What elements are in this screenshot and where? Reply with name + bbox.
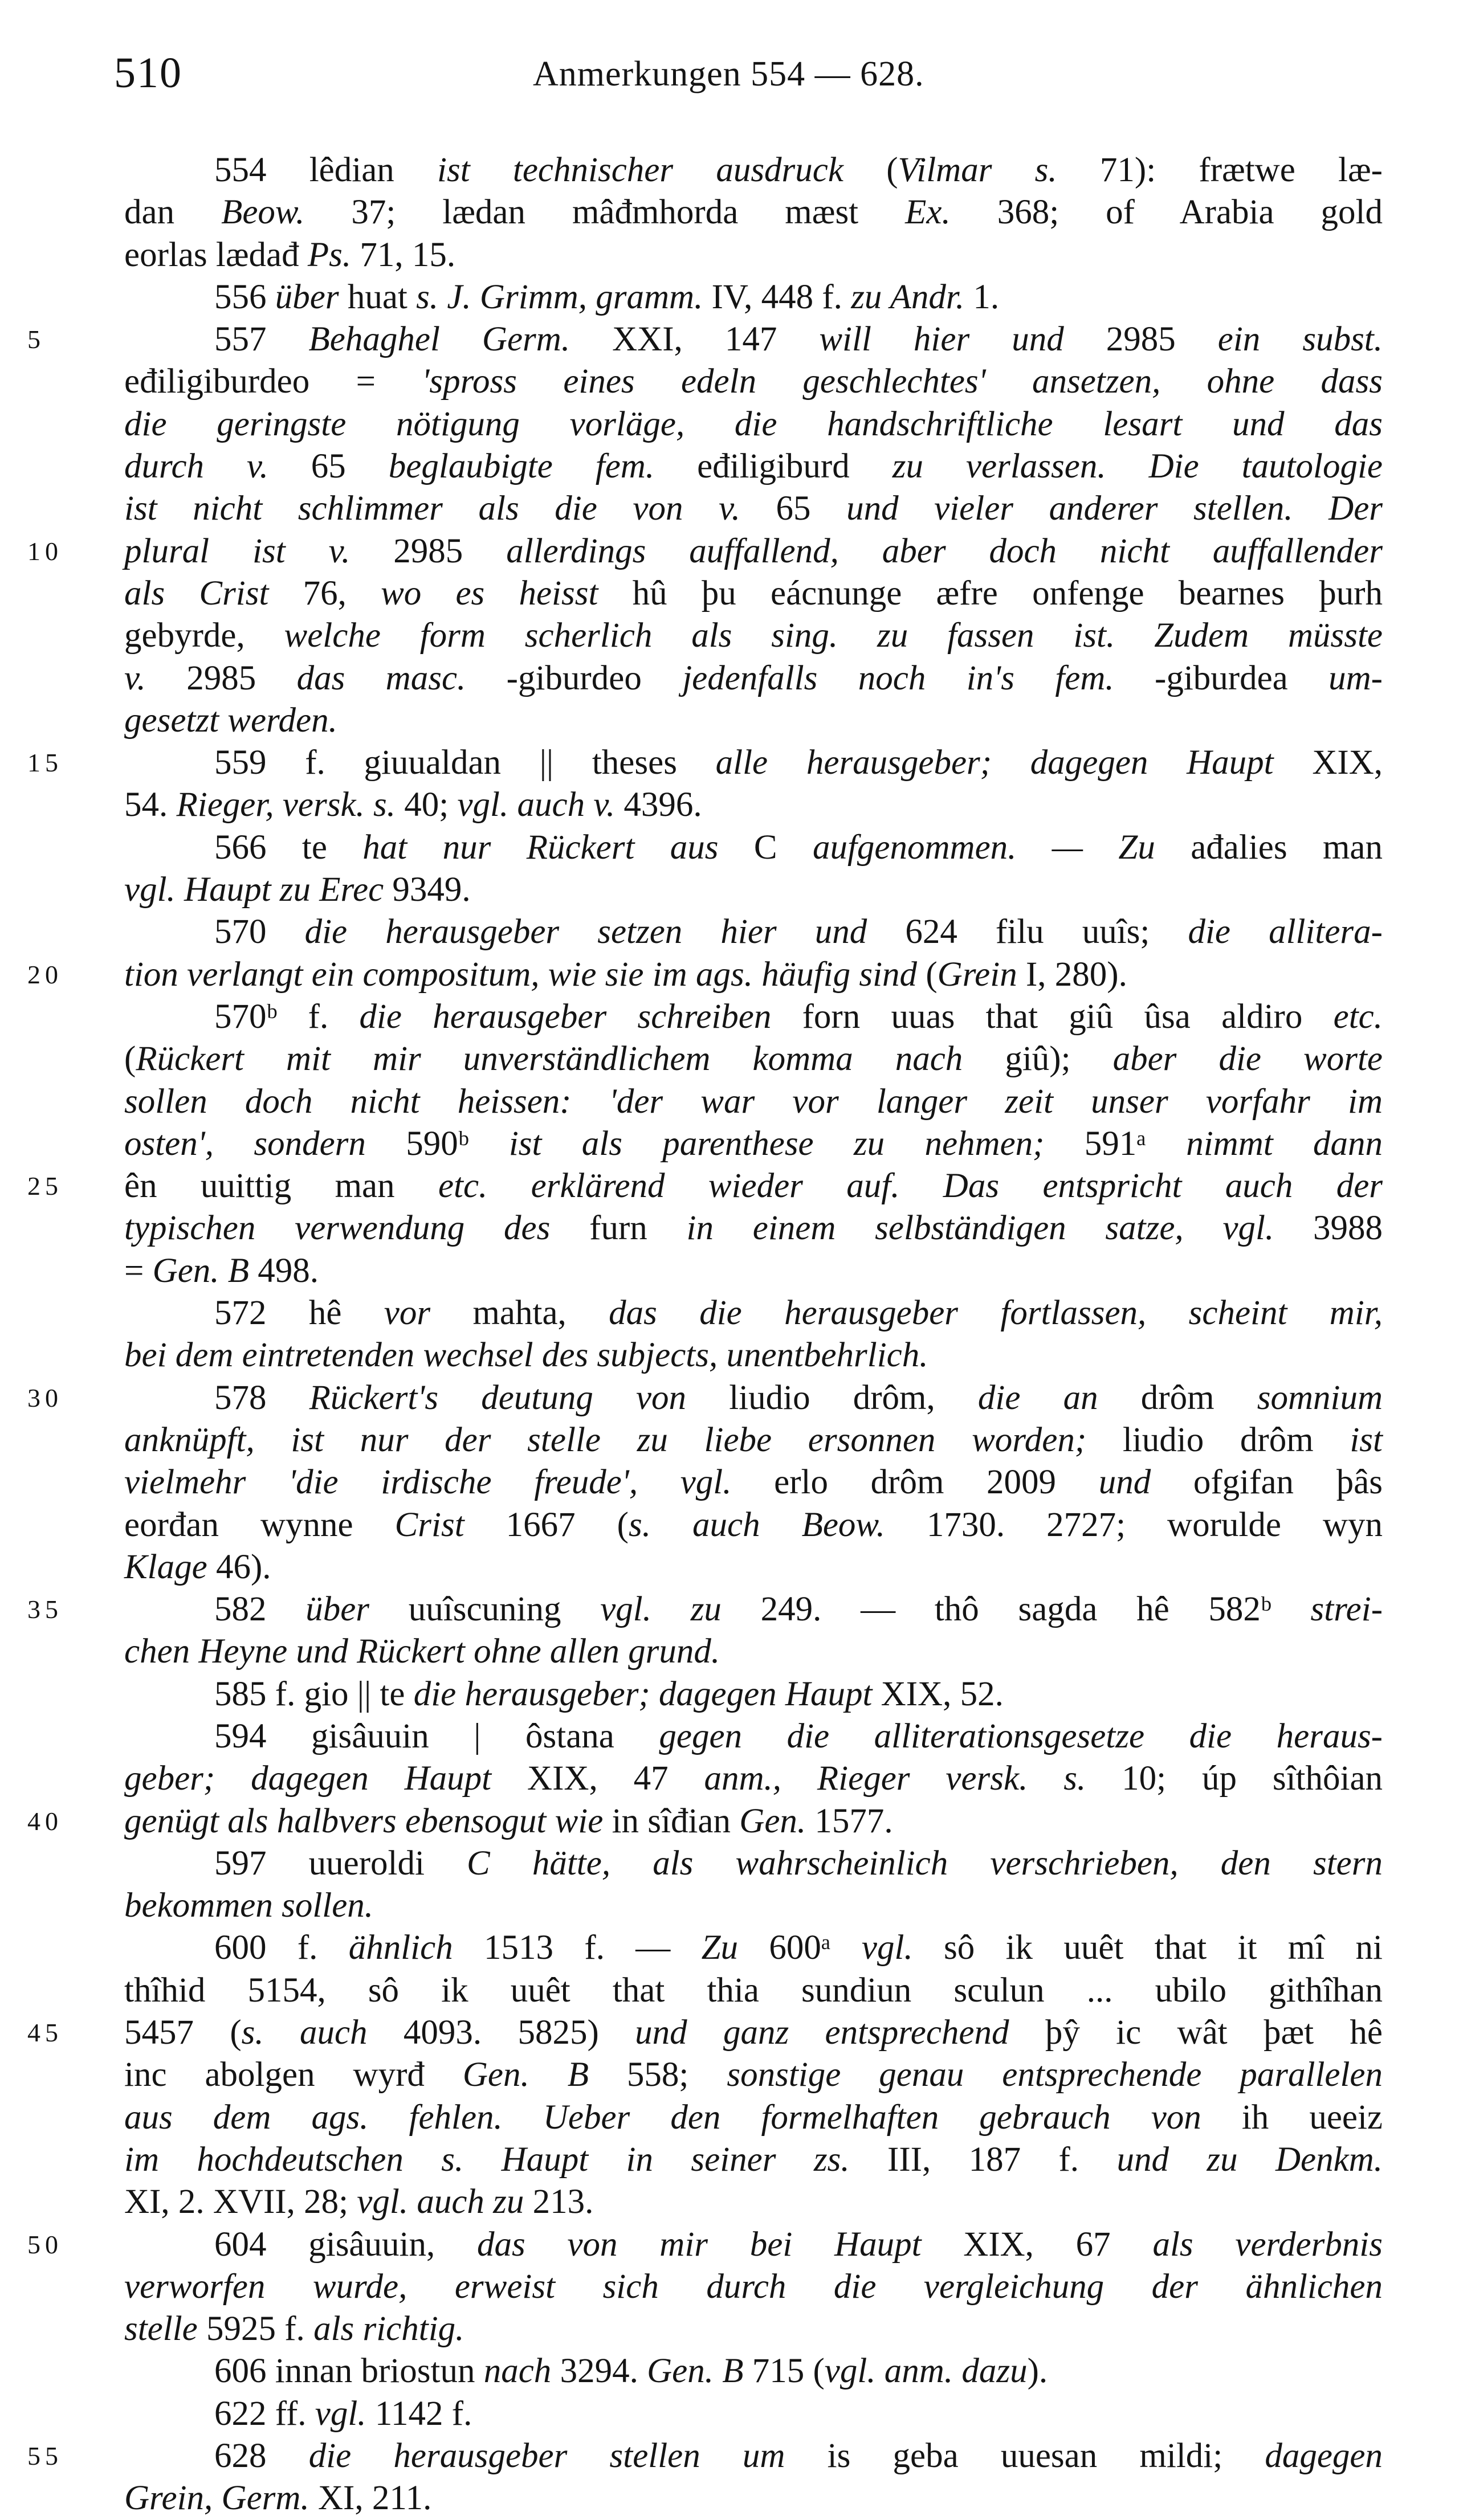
italic-text: die geringste nötigung vorläge, die handschriftliche lesart und das (124, 405, 1383, 443)
roman-text: 5457 ( (124, 2013, 242, 2052)
roman-text: 570 (214, 913, 305, 951)
roman-text: ofgifan þâs (1151, 1463, 1383, 1502)
text-line (124, 1885, 1383, 1927)
roman-text: 582 (214, 1590, 306, 1629)
text-line (124, 2477, 1383, 2519)
line-number: 15 (27, 748, 63, 778)
italic-text: nach (483, 2352, 552, 2391)
annotation-text (27, 149, 1383, 2520)
italic-text: zu Andr. (851, 277, 965, 316)
roman-text: 585 f. gio || te (214, 1674, 414, 1713)
italic-text: gesetzt werden. (124, 701, 337, 740)
text-line (124, 1292, 1383, 1334)
roman-text: is geba uuesan mildi; (785, 2437, 1265, 2476)
text-line (27, 2012, 1383, 2054)
italic-text: chen Heyne und Rückert ohne allen grund. (124, 1632, 720, 1671)
italic-text: und zu Denkm. (1116, 2140, 1383, 2179)
roman-text: 1142 f. (366, 2394, 472, 2433)
roman-text: þŷ ic wât þæt hê (1009, 2013, 1383, 2052)
roman-text: 624 filu uuîs; (867, 913, 1188, 951)
text-line (27, 318, 1383, 361)
roman-text: eđiligiburdeo = (124, 362, 422, 401)
italic-text: aber die worte (1112, 1040, 1383, 1079)
text-line (124, 1927, 1383, 1969)
roman-text: 1513 f. — (453, 1929, 702, 1967)
line-number: 30 (27, 1383, 63, 1412)
text-line (124, 1207, 1383, 1249)
italic-text: gegen die alliterationsgesetze die heraus- (659, 1717, 1383, 1755)
roman-text: 556 (214, 277, 275, 316)
roman-text: ên uuittig man (124, 1167, 438, 1206)
text-line (124, 657, 1383, 700)
italic-text: Rückert's deutung von (309, 1378, 687, 1417)
roman-text: 9349. (384, 871, 471, 909)
roman-text: 4396. (615, 786, 702, 824)
roman-text: forn uuas that giû ûsa aldiro (771, 997, 1334, 1036)
italic-text: vielmehr 'die irdische freude', vgl. (124, 1463, 732, 1502)
roman-text: 71): frætwe læ- (1057, 151, 1383, 189)
italic-text: sollen doch nicht heissen: 'der war vor langer zeit unser vorfahr im (124, 1082, 1383, 1121)
roman-text: 558; (588, 2056, 727, 2094)
text-line (124, 1081, 1383, 1123)
italic-text: dagegen (1265, 2437, 1383, 2476)
italic-text: Crist (394, 1505, 464, 1544)
roman-text: 715 ( (743, 2352, 825, 2391)
roman-text: liudio drôm (1086, 1420, 1350, 1459)
line-number: 50 (27, 2229, 63, 2259)
italic-text: bei dem eintretenden wechsel des subjects, unentbehrlich. (124, 1336, 928, 1375)
roman-text: 594 gisâuuin | ôstana (214, 1717, 659, 1755)
roman-text: 71, 15. (351, 235, 456, 274)
roman-text: erlo drôm 2009 (731, 1463, 1099, 1502)
text-line (124, 1673, 1383, 1716)
roman-text: 3988 (1274, 1209, 1383, 1248)
line-number: 45 (27, 2018, 63, 2048)
text-line (124, 1419, 1383, 1461)
line-number: 5 (27, 325, 45, 354)
roman-text: 46). (207, 1547, 271, 1586)
roman-text: 54. (124, 786, 177, 824)
italic-text: verworfen wurde, erweist sich durch die vergleichung der ähnlichen (124, 2267, 1383, 2306)
roman-text: I, 280). (1017, 955, 1127, 994)
roman-text: eorlas lædađ (124, 235, 308, 274)
roman-text: 1730. 2727; worulde wyn (885, 1505, 1383, 1544)
roman-text: 5925 f. (197, 2310, 314, 2349)
italic-text: die herausgeber stellen um (308, 2437, 785, 2476)
italic-text: alle herausgeber; dagegen Haupt (715, 744, 1274, 782)
roman-text: 76, (268, 574, 381, 612)
italic-text: nimmt dann (1186, 1124, 1383, 1163)
italic-text: das von mir bei Haupt (476, 2225, 922, 2264)
roman-text: 597 uueroldi (214, 1844, 467, 1882)
italic-text: ein subst. (1217, 320, 1383, 359)
italic-text: als Crist (124, 574, 269, 612)
italic-text: aus dem ags. fehlen. Ueber den formelhaften gebrauch von (124, 2098, 1201, 2137)
italic-text: die herausgeber; dagegen Haupt (413, 1674, 873, 1713)
roman-text: XXI, 147 (570, 320, 820, 359)
italic-text: will hier und (819, 320, 1064, 359)
text-line (27, 2435, 1383, 2477)
text-line (124, 827, 1383, 869)
roman-text: -giburdea (1114, 659, 1329, 697)
italic-text: s. auch (241, 2013, 368, 2052)
italic-text: Ex. (905, 193, 951, 232)
roman-text: XI, 2. XVII, 28; (124, 2183, 357, 2221)
italic-text: genügt als halbvers ebensogut wie (124, 1802, 604, 1840)
roman-text: 37; lædan mâđmhorda mæst (304, 193, 906, 232)
roman-text: 557 (214, 320, 309, 359)
text-line (124, 2350, 1383, 2392)
text-line (124, 1250, 1383, 1292)
roman-text: ih ueeiz (1201, 2098, 1383, 2137)
italic-text: Rieger, versk. s. (176, 786, 396, 824)
roman-text: hû þu eácnunge æfre onfenge bearnes þurh (598, 574, 1383, 612)
roman-text: eđiligiburd (654, 447, 892, 486)
italic-text: 'spross eines edeln geschlechtes' ansetzen, ohne dass (422, 362, 1383, 401)
roman-text: 4093. 5825) (367, 2013, 635, 2052)
italic-text: etc. (1333, 997, 1383, 1036)
italic-text: Gen. B (647, 2352, 744, 2391)
line-number: 55 (27, 2441, 63, 2471)
text-line (124, 1970, 1383, 2012)
text-line (124, 2139, 1383, 2181)
italic-text: durch v. (124, 447, 268, 486)
italic-text: vgl. (315, 2394, 366, 2433)
roman-text: inc abolgen wyrđ (124, 2056, 463, 2094)
italic-text: Ps. (307, 235, 352, 274)
italic-text: und ganz entsprechend (635, 2013, 1009, 2052)
roman-text: 65 (268, 447, 389, 486)
text-line (124, 1334, 1383, 1377)
text-line (124, 573, 1383, 615)
italic-text: und (1098, 1463, 1151, 1502)
roman-text: 1. (964, 277, 1000, 316)
roman-text: IV, 448 f. (703, 277, 851, 316)
italic-text: wo es heisst (381, 574, 598, 612)
roman-text: dan (124, 193, 222, 232)
italic-text: tion verlangt ein compositum, wie sie im ags. häufig sind (124, 955, 918, 994)
italic-text: zu verlassen. Die tautologie (892, 447, 1383, 486)
text-line (124, 2308, 1383, 2350)
italic-text: bekommen sollen. (124, 1886, 374, 1925)
roman-text: 628 (214, 2437, 309, 2476)
italic-text: vgl. (861, 1929, 913, 1967)
text-line (124, 911, 1383, 953)
text-line (124, 996, 1383, 1038)
italic-text: vgl. anm. dazu (824, 2352, 1028, 2391)
roman-text: XIX, 52. (872, 1674, 1004, 1713)
italic-text: die allitera- (1188, 913, 1383, 951)
text-line (27, 1377, 1383, 1419)
italic-text: sonstige genau entsprechende parallelen (727, 2056, 1383, 2094)
italic-text: osten', sondern (124, 1124, 366, 1163)
italic-text: somnium (1257, 1378, 1383, 1417)
roman-text: 40; (396, 786, 458, 824)
italic-text: Grein (937, 955, 1017, 994)
text-line (124, 1461, 1383, 1504)
page-header (0, 48, 1459, 117)
italic-text: typischen verwendung des (124, 1209, 551, 1248)
roman-text: 606 innan briostun (214, 2352, 484, 2391)
text-line (124, 149, 1383, 191)
text-line (124, 1546, 1383, 1588)
roman-text: XIX, 67 (921, 2225, 1153, 2264)
italic-text: im hochdeutschen s. Haupt in seiner zs. (124, 2140, 850, 2179)
roman-text: III, 187 f. (849, 2140, 1117, 2179)
italic-text: die herausgeber schreiben (359, 997, 772, 1036)
roman-text: 572 hê (214, 1294, 384, 1333)
roman-text: ( (886, 151, 898, 189)
text-line (124, 1843, 1383, 1885)
text-line (124, 1504, 1383, 1546)
italic-text: anm., Rieger versk. s. (704, 1759, 1086, 1798)
italic-text: das masc. (296, 659, 466, 697)
italic-text: Gen. B (462, 2056, 589, 2094)
text-line (124, 2181, 1383, 2223)
roman-text: drôm (1098, 1378, 1257, 1417)
roman-text: ( (124, 1040, 136, 1079)
roman-text: ( (917, 955, 938, 994)
text-line (124, 1038, 1383, 1080)
italic-text: ähnlich (348, 1929, 453, 1967)
roman-text: C (718, 828, 813, 867)
italic-text: allerdings auffallend, aber doch nicht auffallender (506, 532, 1383, 570)
roman-text: 604 gisâuuin, (214, 2225, 477, 2264)
italic-text: vor (384, 1294, 431, 1333)
roman-text: eorđan wynne (124, 1505, 395, 1544)
italic-text: und vieler anderer stellen. Der (846, 489, 1383, 528)
roman-text: 554 lêdian (214, 151, 438, 189)
italic-text: v. (124, 659, 146, 697)
italic-text: Zu (701, 1929, 739, 1967)
roman-text: gebyrde, (124, 616, 284, 655)
italic-text: Klage (124, 1547, 207, 1586)
roman-text: 622 ff. (214, 2394, 315, 2433)
italic-text: ist (1350, 1420, 1383, 1459)
roman-text: ). (1027, 2352, 1048, 2391)
roman-text: 2985 (145, 659, 297, 697)
roman-text: ađalies man (1155, 828, 1383, 867)
roman-text: 566 te (214, 828, 363, 867)
roman-text: 2985 (350, 532, 507, 570)
text-line (124, 1631, 1383, 1673)
roman-text: sô ik uuêt that it mî ni (912, 1929, 1383, 1967)
roman-text: giû); (963, 1040, 1113, 1079)
roman-text: = (124, 1251, 153, 1290)
text-line (124, 2393, 1383, 2435)
text-line (124, 276, 1383, 318)
roman-text: in sîđian (603, 1802, 740, 1840)
text-line (124, 191, 1383, 234)
text-line (27, 1588, 1383, 1631)
roman-text: 600 f. (214, 1929, 349, 1967)
italic-text: vgl. Haupt zu Erec (124, 871, 384, 909)
italic-text: jedenfalls noch in's fem. (682, 659, 1114, 697)
text-line (124, 1123, 1383, 1165)
italic-text: stelle (124, 2310, 198, 2349)
italic-text: vgl. auch v. (457, 786, 616, 824)
roman-text: 1667 ( (464, 1505, 629, 1544)
italic-text: das die herausgeber fortlassen, scheint mir, (609, 1294, 1383, 1333)
roman-text: thîhid 5154, sô ik uuêt that thia sundiun sculun ... ubilo githîhan (124, 1971, 1383, 2010)
italic-text: in einem selbständigen satze, vgl. (686, 1209, 1274, 1248)
italic-text: Beow. (221, 193, 305, 232)
italic-text: strei- (1310, 1590, 1383, 1629)
italic-text: als richtig. (313, 2310, 464, 2349)
roman-text: 249. — thô sagda hê 582ᵇ (721, 1590, 1311, 1629)
text-line (124, 700, 1383, 742)
italic-text: etc. erklärend wieder auf. Das entspricht auch der (438, 1167, 1383, 1206)
text-line (124, 446, 1383, 488)
roman-text: 578 (214, 1378, 309, 1417)
italic-text: die an (977, 1378, 1098, 1417)
roman-text: 590ᵇ (365, 1124, 509, 1163)
roman-text: XI, 211. (309, 2479, 432, 2518)
roman-text: 1577. (806, 1802, 893, 1840)
roman-text: 2985 (1063, 320, 1218, 359)
running-title: Anmerkungen 554 — 628. (533, 55, 924, 93)
text-line (27, 2224, 1383, 2266)
roman-text: 498. (249, 1251, 319, 1290)
italic-text: Grein, Germ. (124, 2479, 309, 2518)
italic-text: als verderbnis (1152, 2225, 1383, 2264)
roman-text: huat (339, 277, 417, 316)
italic-text: ist nicht schlimmer als die von v. (124, 489, 740, 528)
text-line (124, 784, 1383, 826)
text-line (27, 530, 1383, 573)
roman-text: 570ᵇ f. (214, 997, 360, 1036)
italic-text: die herausgeber setzen hier und (304, 913, 867, 951)
italic-text: aufgenommen. — Zu (812, 828, 1155, 867)
text-line (124, 1716, 1383, 1758)
italic-text: Rückert mit mir unverständlichem komma nach (136, 1040, 963, 1079)
line-number: 40 (27, 1806, 63, 1836)
italic-text: Vilmar s. (898, 151, 1057, 189)
roman-text: 591ᵃ (1044, 1124, 1187, 1163)
italic-text: hat nur Rückert aus (362, 828, 719, 867)
italic-text: über (275, 277, 339, 316)
text-line (124, 2054, 1383, 2096)
roman-text: -giburdeo (466, 659, 683, 697)
text-line (124, 234, 1383, 276)
italic-text: ist als parenthese zu nehmen; (508, 1124, 1045, 1163)
line-number: 10 (27, 536, 63, 566)
text-line (124, 869, 1383, 911)
line-number: 25 (27, 1171, 63, 1201)
text-line (27, 1165, 1383, 1207)
text-line (124, 403, 1383, 446)
italic-text: über (305, 1590, 370, 1629)
italic-text: beglaubigte fem. (388, 447, 655, 486)
page-number: 510 (114, 49, 182, 97)
italic-text: Gen. B (152, 1251, 250, 1290)
roman-text: 3294. (551, 2352, 647, 2391)
roman-text: furn (550, 1209, 687, 1248)
italic-text: C hätte, als wahrscheinlich verschrieben, den stern (467, 1844, 1383, 1882)
text-line (124, 1758, 1383, 1800)
text-line (27, 1800, 1383, 1843)
text-line (124, 488, 1383, 530)
roman-text: 559 f. giuualdan || theses (214, 744, 716, 782)
roman-text: 368; of Arabia gold (950, 193, 1383, 232)
text-line (124, 2097, 1383, 2139)
roman-text: XIX, 47 (491, 1759, 704, 1798)
roman-text: XIX, (1273, 744, 1383, 782)
italic-text: anknüpft, ist nur der stelle zu liebe ersonnen worden; (124, 1420, 1087, 1459)
text-line (124, 361, 1383, 403)
italic-text: s. J. Grimm, gramm. (416, 277, 703, 316)
roman-text: 600ᵃ (738, 1929, 862, 1967)
line-number: 35 (27, 1595, 63, 1624)
italic-text: um- (1328, 659, 1383, 697)
text-line (124, 615, 1383, 657)
roman-text: uuîscuning (369, 1590, 601, 1629)
italic-text: vgl. auch zu (357, 2183, 524, 2221)
text-line (27, 954, 1383, 996)
roman-text: 213. (524, 2183, 594, 2221)
italic-text: vgl. zu (600, 1590, 722, 1629)
roman-text: mahta, (430, 1294, 609, 1333)
line-number: 20 (27, 959, 63, 989)
italic-text: welche form scherlich als sing. zu fassen ist. Zudem müsste (284, 616, 1383, 655)
italic-text: Behaghel Germ. (308, 320, 570, 359)
roman-text: 10; úp sîthôian (1086, 1759, 1383, 1798)
italic-text: s. auch Beow. (629, 1505, 885, 1544)
roman-text: liudio drôm, (686, 1378, 978, 1417)
text-line (27, 742, 1383, 784)
italic-text: ist technischer ausdruck (437, 151, 887, 189)
italic-text: Gen. (739, 1802, 806, 1840)
roman-text: 65 (740, 489, 847, 528)
italic-text: plural ist v. (124, 532, 351, 570)
text-line (124, 2266, 1383, 2308)
italic-text: geber; dagegen Haupt (124, 1759, 492, 1798)
